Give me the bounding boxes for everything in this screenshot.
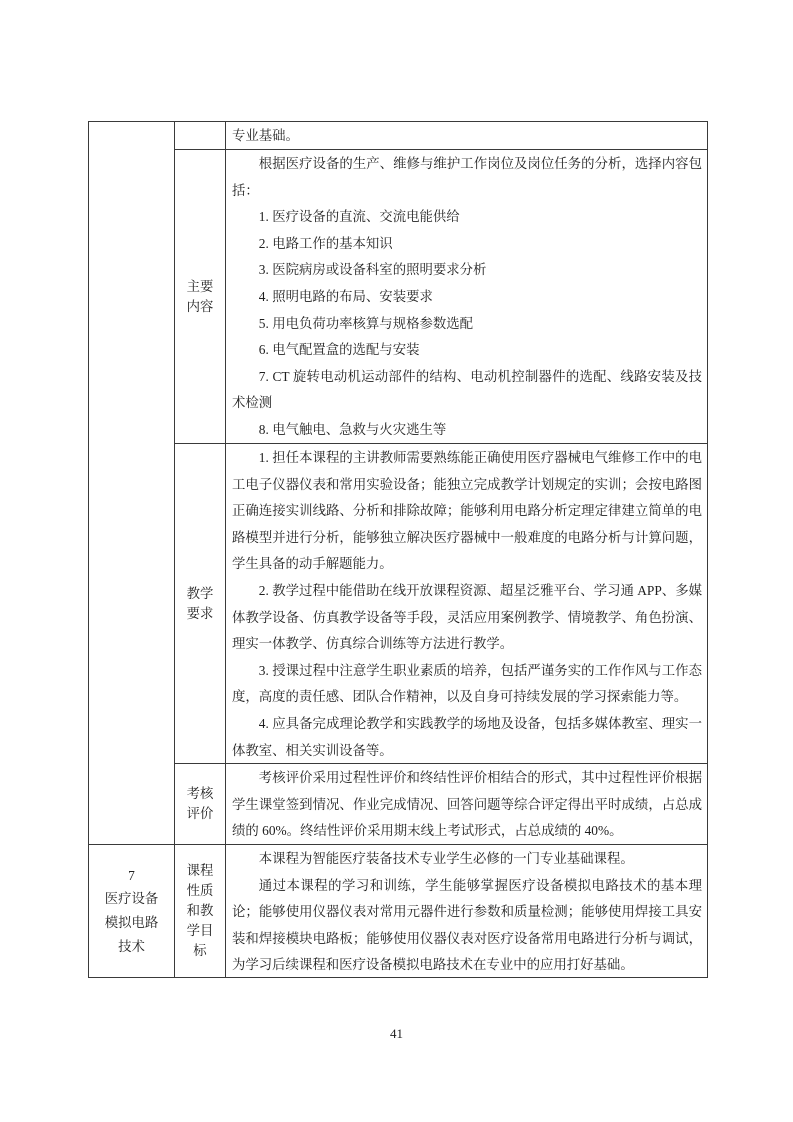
assessment-box xyxy=(226,764,707,844)
table-row-teaching-requirements xyxy=(89,444,708,764)
paragraph: 1. 担任本课程的主讲教师需要熟练能正确使用医疗器械电气维修工作中的电工电子仪器仪表和常用实验设备；能独立完成教学计划规定的实训；会按电路图正确连接实训线路、分析和排除故障；能够利用电路分析定理定律建立简单的电路模型并进行分析，能够独立解决医疗器械中一般难度的电路分析与计算问题，学生具备的动手解题能力。 xyxy=(232,450,702,572)
list-item: 1. 医疗设备的直流、交流电能供给 xyxy=(258,209,460,225)
tail-text-box xyxy=(226,122,707,149)
list-item: 7. CT 旋转电动机运动部件的结构、电动机控制器件的选配、线路安装及技术检测 xyxy=(232,368,702,411)
paragraph: 2. 教学过程中能借助在线开放课程资源、超星泛雅平台、学习通 APP、多媒体教学设备、仿真教学设备等手段，灵活应用案例教学、情境教学、角色扮演、理实一体教学、仿真综合训练等方法进行教学。 xyxy=(232,582,702,652)
section-content-teaching-requirements xyxy=(226,444,708,764)
section-content-nature-goals xyxy=(226,845,708,978)
course-cell-continued xyxy=(89,122,175,845)
page-number: 41 xyxy=(390,1026,403,1041)
list-item: 2. 电路工作的基本知识 xyxy=(258,235,393,251)
paragraph: 4. 应具备完成理论教学和实践教学的场地及设备，包括多媒体教室、理实一体教室、相关实训设备等。 xyxy=(232,715,702,758)
section-label-main-content: 主要内容 xyxy=(186,278,214,314)
paragraph: 本课程为智能医疗装备技术专业学生必修的一门专业基础课程。 xyxy=(258,851,634,866)
list-item: 8. 电气触电、急救与火灾逃生等 xyxy=(258,421,447,437)
list-item: 5. 用电负荷功率核算与规格参数选配 xyxy=(258,315,474,331)
section-label-cell-assessment xyxy=(175,764,226,845)
list-item: 3. 医院病房或设备科室的照明要求分析 xyxy=(258,262,487,278)
paragraph: 专业基础。 xyxy=(232,128,299,143)
table-row-main-content xyxy=(89,150,708,444)
list-item: 6. 电气配置盒的选配与安装 xyxy=(258,342,420,358)
section-label-cell-nature-goals xyxy=(175,845,226,978)
section-label-cell-main-content xyxy=(175,150,226,444)
course-cell-7 xyxy=(89,845,175,978)
paragraph: 3. 授课过程中注意学生职业素质的培养，包括严谨务实的工作作风与工作态度，高度的责任感、团队合作精神，以及自身可持续发展的学习探索能力等。 xyxy=(232,662,702,705)
table-row-assessment xyxy=(89,764,708,845)
course-description-table xyxy=(88,121,708,978)
paragraph: 考核评价采用过程性评价和终结性评价相结合的形式，其中过程性评价根据学生课堂签到情况、作业完成情况、回答问题等综合评定得出平时成绩，占总成绩的 60%。终结性评价采用期末线上考试形式，占总成绩的 40%。 xyxy=(232,770,702,839)
list-item: 4. 照明电路的布局、安装要求 xyxy=(258,288,433,304)
table-row-tail xyxy=(89,122,708,150)
teaching-requirements-box xyxy=(226,444,707,763)
paragraph: 根据医疗设备的生产、维修与维护工作岗位及岗位任务的分析，选择内容包括： xyxy=(232,156,702,198)
section-content-assessment xyxy=(226,764,708,845)
table-row-course-7 xyxy=(89,845,708,978)
section-content-tail xyxy=(226,122,708,150)
section-label-nature-goals: 课程性质和教学目标 xyxy=(186,863,214,958)
nature-goals-box xyxy=(226,845,707,977)
section-label-teaching-requirements: 教学要求 xyxy=(186,585,214,621)
section-content-main-content xyxy=(226,150,708,444)
course-name: 医疗设备模拟电路技术 xyxy=(104,890,159,954)
section-label-assessment: 考核评价 xyxy=(186,786,214,821)
paragraph: 通过本课程的学习和训练，学生能够掌握医疗设备模拟电路技术的基本理论；能够使用仪器仪表对常用元器件进行参数和质量检测；能够使用焊接工具安装和焊接模块电路板；能够使用仪器仪表对医疗设备常用电路进行分析与调试，为学习后续课程和医疗设备模拟电路技术在专业中的应用打好基础。 xyxy=(232,877,702,973)
section-label-cell-empty xyxy=(175,122,226,150)
section-label-cell-teaching-requirements xyxy=(175,444,226,764)
main-content-box xyxy=(226,150,707,443)
course-number: 7 xyxy=(128,867,135,883)
